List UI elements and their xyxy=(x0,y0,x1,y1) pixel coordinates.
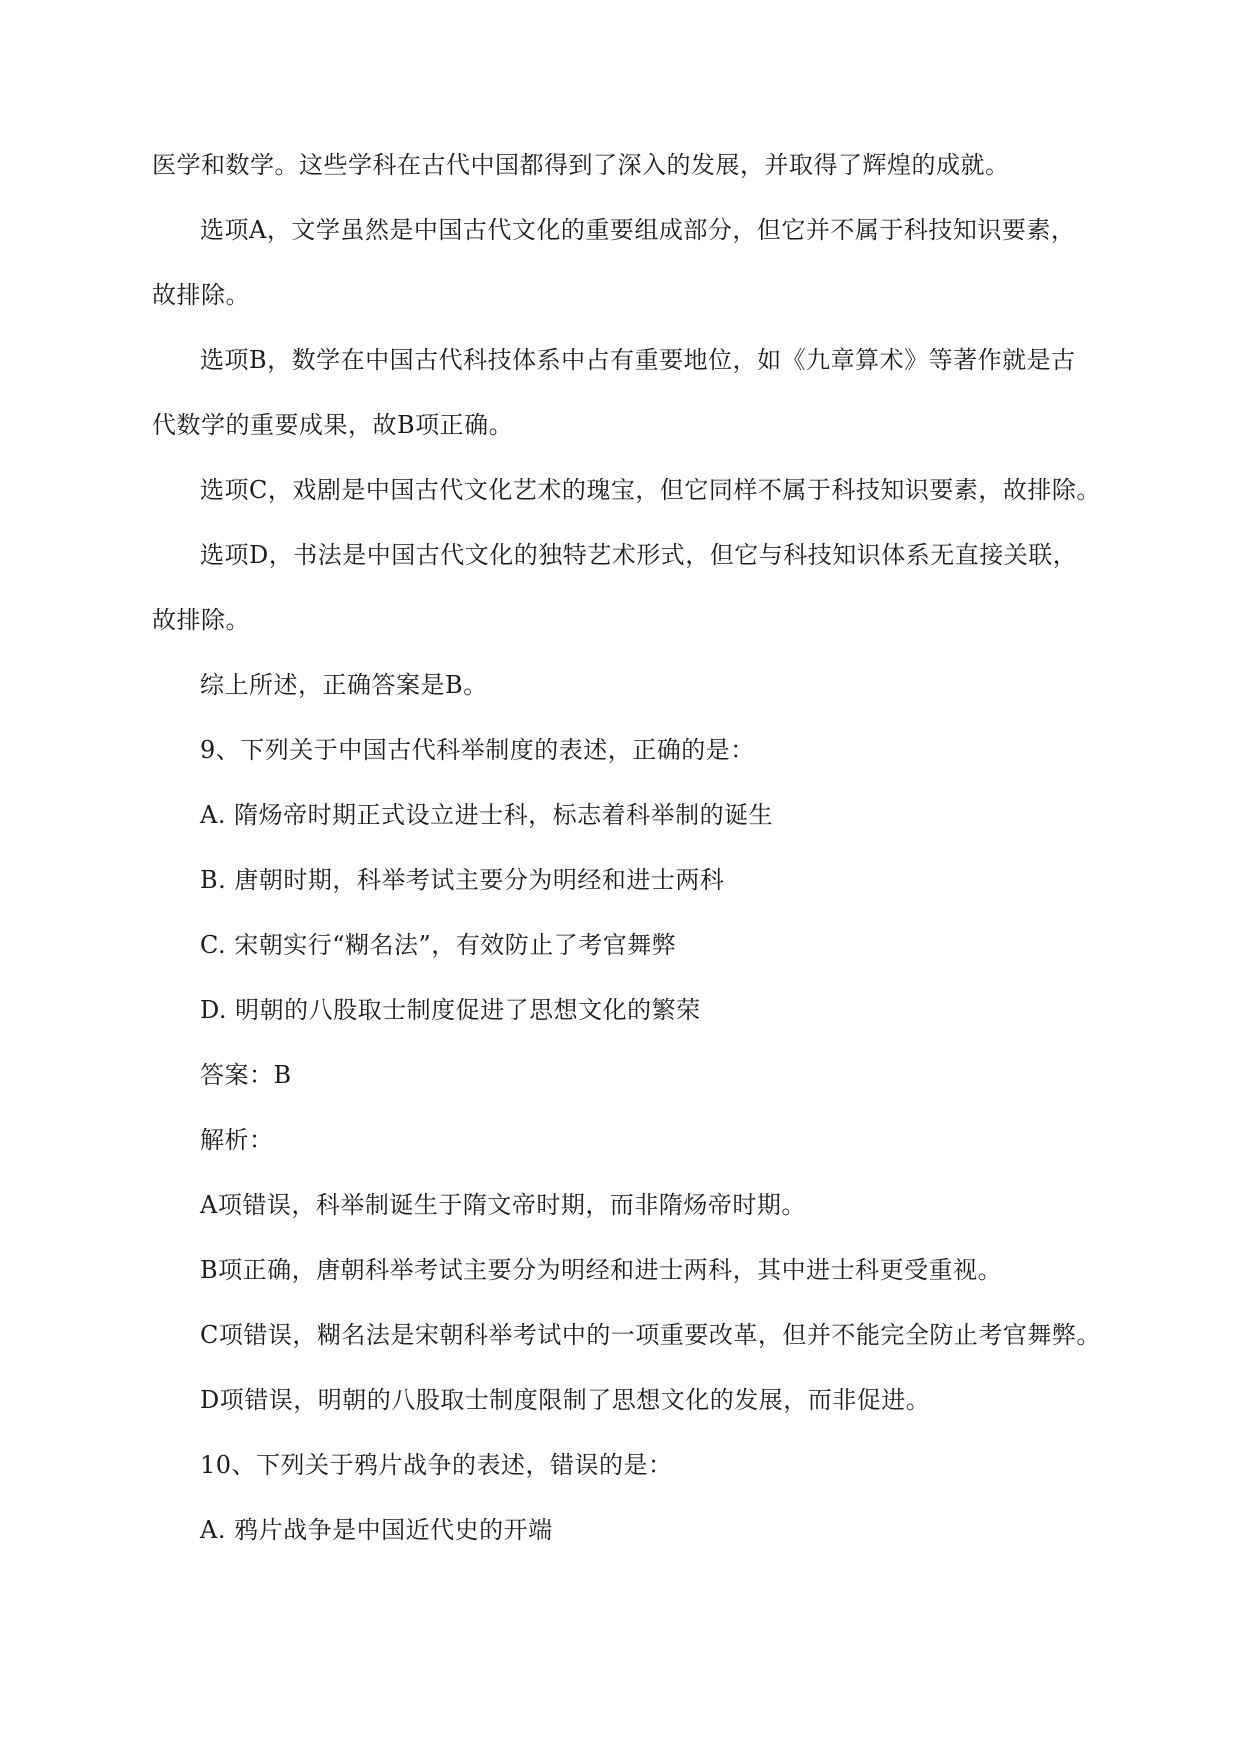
question-10-option-a: A. 鸦片战争是中国近代史的开端 xyxy=(200,1516,553,1544)
question-9-option-d: D. 明朝的八股取士制度促进了思想文化的繁荣 xyxy=(200,996,701,1024)
question-10-stem: 10、下列关于鸦片战争的表述，错误的是： xyxy=(200,1451,673,1479)
answer-label: 答案：B xyxy=(200,1061,292,1089)
text-line: 选项D，书法是中国古代文化的独特艺术形式，但它与科技知识体系无直接关联， xyxy=(200,541,1078,569)
question-9-option-c: C. 宋朝实行“糊名法”，有效防止了考官舞弊 xyxy=(200,931,677,959)
text-line: 故排除。 xyxy=(152,281,250,309)
analysis-line-a: A项错误，科举制诞生于隋文帝时期，而非隋炀帝时期。 xyxy=(200,1191,806,1219)
analysis-line-c: C项错误，糊名法是宋朝科举考试中的一项重要改革，但并不能完全防止考官舞弊。 xyxy=(200,1321,1101,1349)
text-line: 选项C，戏剧是中国古代文化艺术的瑰宝，但它同样不属于科技知识要素，故排除。 xyxy=(200,476,1101,504)
question-9-stem: 9、下列关于中国古代科举制度的表述，正确的是： xyxy=(200,736,755,764)
analysis-line-d: D项错误，明朝的八股取士制度限制了思想文化的发展，而非促进。 xyxy=(200,1386,931,1414)
text-line: 医学和数学。这些学科在古代中国都得到了深入的发展，并取得了辉煌的成就。 xyxy=(152,151,1010,179)
text-line: 选项A，文学虽然是中国古代文化的重要组成部分，但它并不属于科技知识要素， xyxy=(200,216,1076,244)
question-9-option-b: B. 唐朝时期，科举考试主要分为明经和进士两科 xyxy=(200,866,725,894)
text-line: 选项B，数学在中国古代科技体系中占有重要地位，如《九章算术》等著作就是古 xyxy=(200,346,1076,374)
analysis-label: 解析： xyxy=(200,1126,274,1154)
text-line: 综上所述，正确答案是B。 xyxy=(200,671,488,699)
question-9-option-a: A. 隋炀帝时期正式设立进士科，标志着科举制的诞生 xyxy=(200,801,774,829)
analysis-line-b: B项正确，唐朝科举考试主要分为明经和进士两科，其中进士科更受重视。 xyxy=(200,1256,1003,1284)
text-line: 代数学的重要成果，故B项正确。 xyxy=(152,411,514,439)
text-line: 故排除。 xyxy=(152,606,250,634)
